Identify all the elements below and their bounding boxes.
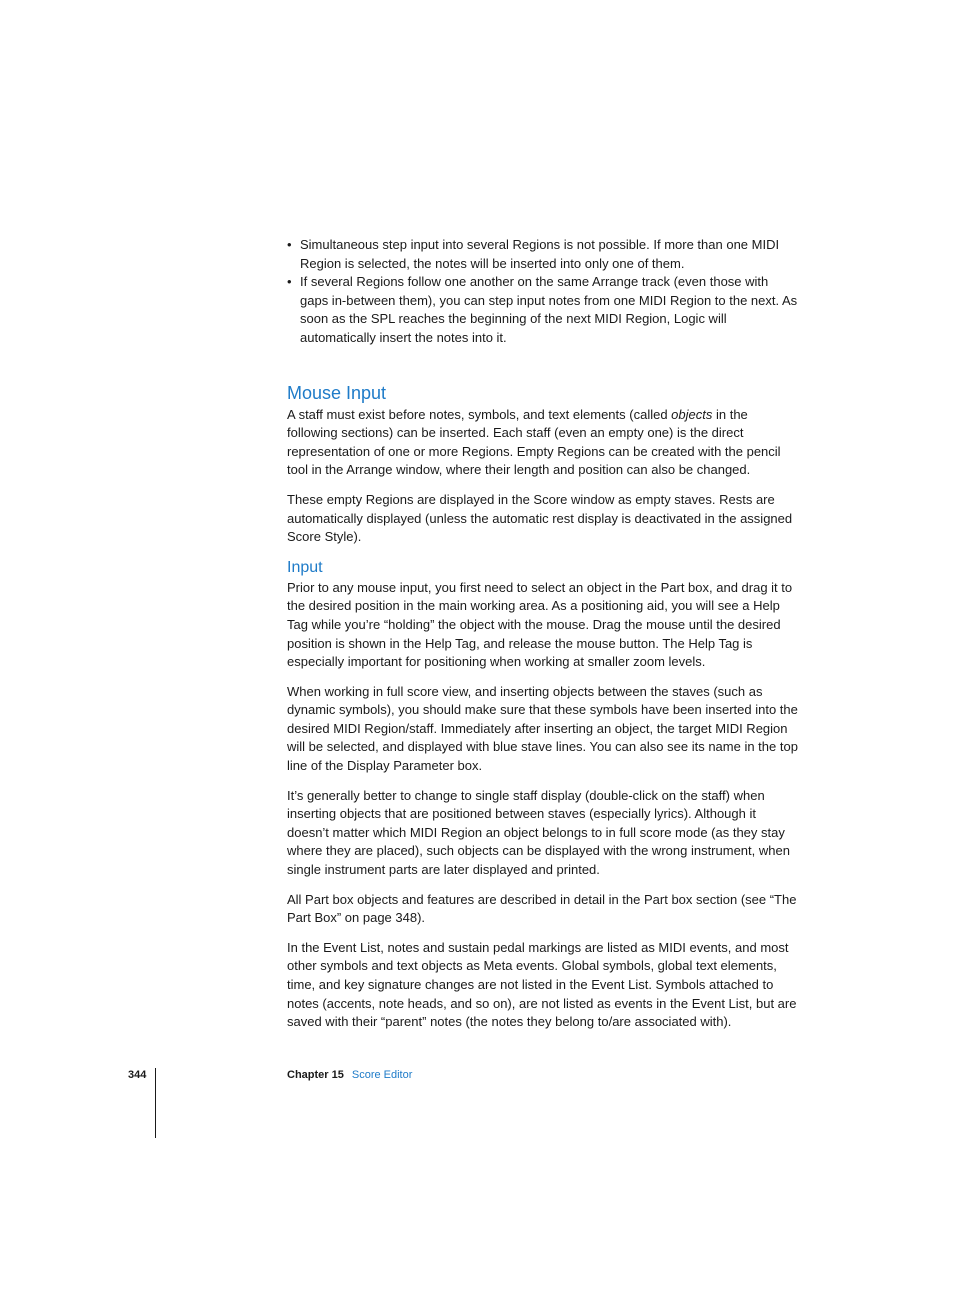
list-item: [287, 236, 799, 273]
subsection-heading: Input: [287, 558, 323, 576]
paragraph: These empty Regions are displayed in the Score window as empty staves. Rests are automatically displayed (unless the automatic rest display is deactivated in the assigned Score Style).: [287, 491, 793, 545]
chapter-label: Chapter 15: [287, 1069, 344, 1081]
paragraph: All Part box objects and features are described in detail in the Part box section (see “The Part Box” on page 348).: [287, 891, 797, 926]
bullet-text: Simultaneous step input into several Regions is not possible. If more than one MIDI Region is selected, the notes will be inserted into only one of them.: [300, 237, 780, 271]
section-heading: Mouse Input: [287, 382, 387, 403]
paragraph: In the Event List, notes and sustain pedal markings are listed as MIDI events, and most other symbols and text objects as Meta events. Global symbols, global text elements, time, and key signature changes are not listed in the Event List. Symbols attached to notes (accents, note heads, and so on), are not listed as events in the Event List, but are saved with their “parent” notes (the notes they belong to/are associated with).: [287, 939, 797, 1030]
page-number: 344: [128, 1069, 147, 1081]
paragraph: Prior to any mouse input, you first need to select an object in the Part box, and drag it to the desired position in the main working area. As a positioning aid, you will see a Help Tag while you’re “holding” the object with the mouse. Drag the mouse until the desired position is shown in the Help Tag, and release the mouse button. The Help Tag is especially important for positioning when working at smaller zoom levels.: [287, 579, 793, 670]
bullet-marker: •: [287, 274, 292, 290]
paragraph: It’s generally better to change to single staff display (double-click on the staff) when inserting objects that are positioned between staves (especially lyrics). Although it doesn’t matter which MIDI Region an object belongs to in full score mode (as they stay where they are placed), such objects can be displayed with the wrong instrument, when single instrument parts are later displayed and printed.: [287, 787, 790, 878]
list-item: [287, 273, 799, 347]
bullet-text: If several Regions follow one another on the same Arrange track (even those with gaps in-between them), you can step input notes from one MIDI Region to the next. As soon as the SPL reaches the beginning of the next MIDI Region, Logic will automatically insert the notes into it.: [300, 274, 798, 345]
paragraph: When working in full score view, and inserting objects between the staves (such as dynamic symbols), you should make sure that these symbols have been inserted into the desired MIDI Region/staff. Immediately after inserting an object, the target MIDI Region will be selected, and displayed with blue stave lines. You can also see its name in the top line of the Display Parameter box.: [287, 683, 798, 774]
page-content: [287, 236, 799, 1043]
paragraph-text: A staff must exist before notes, symbols, and text elements (called: [287, 406, 672, 422]
bullet-marker: •: [287, 237, 292, 252]
bullet-list: [287, 236, 799, 348]
paragraph: [287, 406, 799, 480]
footer-divider: [155, 1068, 156, 1138]
italic-term: objects: [671, 406, 713, 422]
footer-chapter: [287, 1069, 412, 1081]
paragraph-text: in the following sections) can be inserted. Each staff (even an empty one) is the direct representation of one or more Regions. Empty Regions can be created with the pencil tool in the Arrange window, where their length and position can also be changed.: [287, 406, 781, 478]
chapter-title: Score Editor: [351, 1069, 413, 1081]
